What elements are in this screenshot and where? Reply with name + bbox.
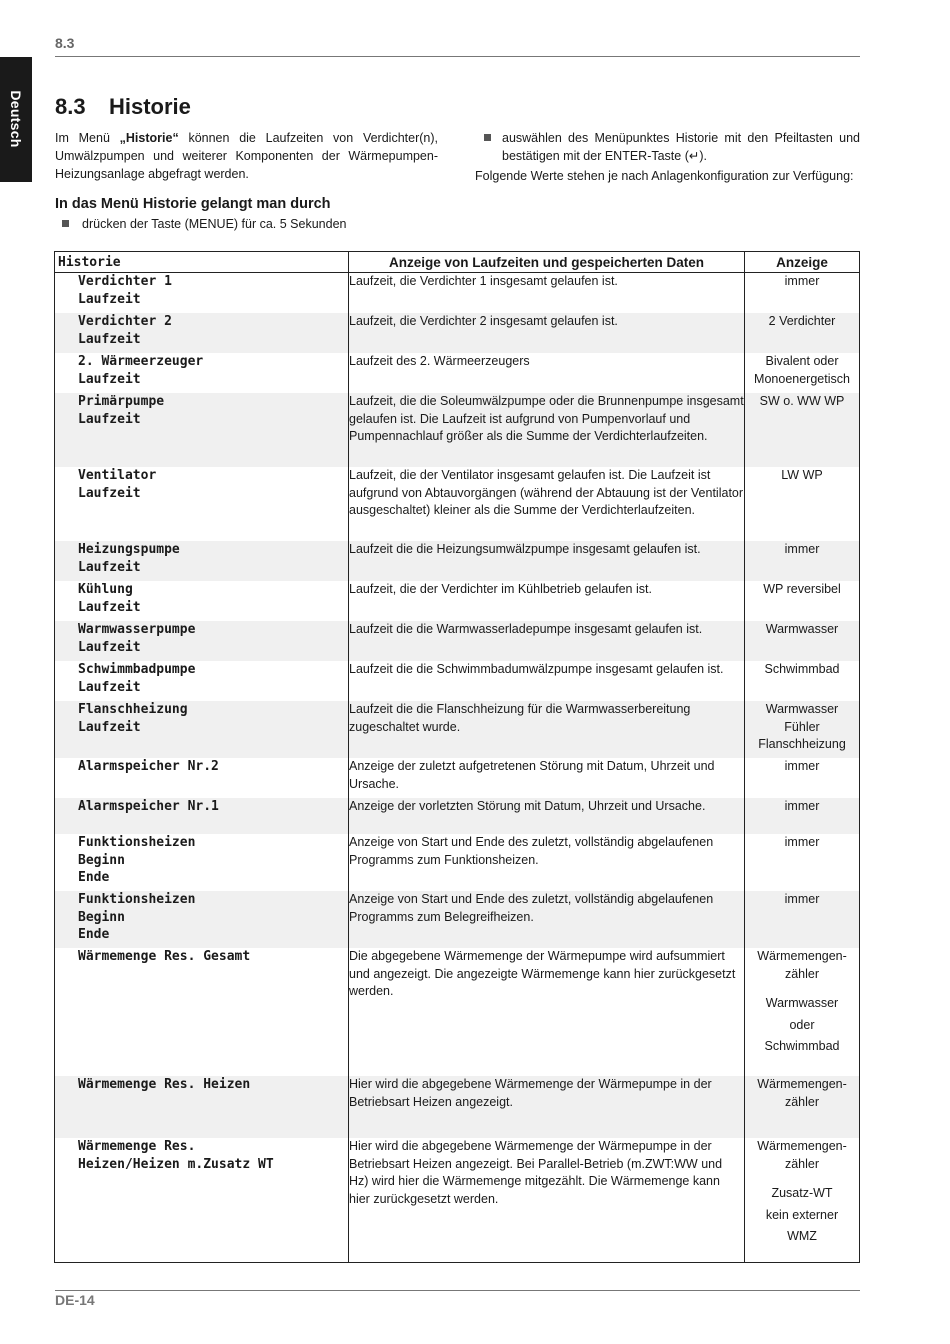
display-cell [745, 1138, 860, 1263]
display-line: immer [784, 542, 820, 556]
title-text: Historie [109, 94, 191, 119]
display-cell [745, 798, 860, 834]
description-cell: Laufzeit die die Heizungsumwälzpumpe insgesamt gelaufen ist. [349, 541, 745, 581]
header-rule [55, 56, 860, 57]
menu-entry-cell [55, 891, 349, 948]
display-cell [745, 353, 860, 393]
menu-entry-cell [55, 1076, 349, 1138]
table-row [55, 758, 860, 798]
display-line: kein externer [765, 1207, 839, 1222]
display-line: SW o. WW WP [759, 394, 845, 408]
menu-line: Laufzeit [78, 559, 141, 575]
display-line: 2 Verdichter [768, 314, 836, 328]
display-line: WP reversibel [763, 582, 841, 596]
menu-line: Ende [78, 927, 110, 943]
display-line: Warmwasser [765, 702, 839, 716]
display-cell [745, 661, 860, 701]
spacer [745, 1173, 859, 1177]
menu-line: Laufzeit [78, 485, 141, 501]
menu-entry-cell [55, 581, 349, 621]
description-cell: Laufzeit, die die Soleumwälzpumpe oder die Brunnenpumpe insgesamt gelaufen ist. Die Laufzeit ist aufgrund von Pumpenvorlauf und Pumpennachlauf größer als die Summe der Verdichterlaufzeiten. [349, 393, 745, 467]
description-cell: Anzeige von Start und Ende des zuletzt, vollständig abgelaufenen Programms zum Belegreifheizen. [349, 891, 745, 948]
menu-line: Flanschheizung [78, 702, 188, 717]
bullet-square-icon [62, 220, 69, 227]
menu-line: Heizungspumpe [78, 542, 180, 557]
table-row [55, 834, 860, 891]
menu-entry-cell [55, 393, 349, 467]
bullet-square-icon [484, 134, 491, 141]
menu-line: Funktionsheizen [78, 835, 196, 850]
display-line: oder [789, 1017, 815, 1032]
display-cell [745, 541, 860, 581]
menu-entry-cell [55, 273, 349, 314]
display-line: immer [784, 799, 820, 813]
display-line: Warmwasser [765, 996, 839, 1011]
menu-entry-cell [55, 798, 349, 834]
table-row [55, 798, 860, 834]
display-line: immer [784, 274, 820, 288]
table-row [55, 273, 860, 314]
table-row [55, 393, 860, 467]
menu-line: Heizen/Heizen m.Zusatz WT [78, 1156, 274, 1172]
subheading: In das Menü Historie gelangt man durch [55, 196, 331, 212]
history-table [54, 251, 860, 1263]
footer-rule [55, 1290, 860, 1291]
header-history: Historie [55, 252, 349, 273]
menu-line: Wärmemenge Res. Heizen [78, 1077, 251, 1092]
display-line: Wärmemengen- [757, 949, 847, 963]
display-line: Fühler [784, 719, 820, 734]
display-line: zähler [784, 1094, 820, 1109]
display-cell [745, 891, 860, 948]
description-cell: Anzeige der zuletzt aufgetretenen Störung mit Datum, Uhrzeit und Ursache. [349, 758, 745, 798]
menu-line: Laufzeit [78, 411, 141, 427]
menu-line: Wärmemenge Res. [78, 1139, 196, 1154]
config-paragraph: Folgende Werte stehen je nach Anlagenkonfiguration zur Verfügung: [475, 169, 854, 183]
display-line: Flanschheizung [758, 737, 846, 752]
menu-entry-cell [55, 353, 349, 393]
display-line: zähler [784, 1156, 820, 1171]
menu-line: Kühlung [78, 582, 133, 597]
display-line: zähler [784, 966, 820, 981]
menu-line: Ventilator [78, 468, 157, 483]
menu-entry-cell [55, 701, 349, 758]
intro-column-left [55, 129, 438, 233]
menu-line: Ende [78, 870, 110, 886]
language-tab-label: Deutsch [8, 90, 24, 148]
description-cell: Laufzeit, die Verdichter 1 insgesamt gelaufen ist. [349, 273, 745, 314]
display-line: Zusatz-WT [771, 1186, 833, 1201]
menu-line: Laufzeit [78, 291, 141, 307]
menu-entry-cell [55, 621, 349, 661]
display-line: Schwimmbad [764, 662, 840, 676]
display-cell [745, 758, 860, 798]
display-cell [745, 621, 860, 661]
menu-entry-cell [55, 661, 349, 701]
footer-page-number: DE-14 [55, 1292, 95, 1308]
display-cell [745, 393, 860, 467]
description-cell: Laufzeit, die der Verdichter im Kühlbetrieb gelaufen ist. [349, 581, 745, 621]
menu-line: Wärmemenge Res. Gesamt [78, 949, 251, 964]
display-line: WMZ [787, 1229, 817, 1244]
display-cell [745, 273, 860, 314]
menu-line: Verdichter 2 [78, 314, 172, 329]
bullet-text: auswählen des Menüpunktes Historie mit den Pfeiltasten und bestätigen mit der ENTER-Taste (↵). [502, 131, 860, 163]
description-cell: Laufzeit die die Warmwasserladepumpe insgesamt gelaufen ist. [349, 621, 745, 661]
menu-line: Primärpumpe [78, 394, 165, 409]
header-display: Anzeige [745, 252, 860, 273]
bullet-item-right [475, 129, 860, 165]
menu-entry-cell [55, 758, 349, 798]
display-cell [745, 1076, 860, 1138]
table-row [55, 948, 860, 1076]
menu-line: Alarmspeicher Nr.1 [78, 799, 219, 814]
menu-entry-cell [55, 467, 349, 541]
description-cell: Laufzeit des 2. Wärmeerzeugers [349, 353, 745, 393]
menu-line: Warmwasserpumpe [78, 622, 196, 637]
display-cell [745, 701, 860, 758]
table-row [55, 353, 860, 393]
spacer [745, 983, 859, 987]
table-row [55, 313, 860, 353]
intro-paragraph [55, 129, 438, 183]
description-cell: Laufzeit die die Schwimmbadumwälzpumpe insgesamt gelaufen ist. [349, 661, 745, 701]
table-row [55, 581, 860, 621]
title-number: 8.3 [55, 94, 86, 119]
menu-line: Laufzeit [78, 639, 141, 655]
display-line: Wärmemengen- [757, 1077, 847, 1091]
table-row [55, 661, 860, 701]
display-line: immer [784, 835, 820, 849]
header-description: Anzeige von Laufzeiten und gespeicherten Daten [349, 252, 745, 273]
display-line: Warmwasser [765, 622, 839, 636]
display-cell [745, 834, 860, 891]
menu-line: Laufzeit [78, 719, 141, 735]
display-line: immer [784, 759, 820, 773]
description-cell: Anzeige von Start und Ende des zuletzt, vollständig abgelaufenen Programms zum Funktionsheizen. [349, 834, 745, 891]
display-line: immer [784, 892, 820, 906]
menu-line: Alarmspeicher Nr.2 [78, 759, 219, 774]
menu-entry-cell [55, 541, 349, 581]
menu-entry-cell [55, 313, 349, 353]
table-row [55, 701, 860, 758]
menu-line: Beginn [78, 852, 125, 868]
menu-entry-cell [55, 948, 349, 1076]
table-row [55, 1076, 860, 1138]
menu-line: Verdichter 1 [78, 274, 172, 289]
display-line: Monoenergetisch [754, 371, 850, 386]
menu-entry-cell [55, 834, 349, 891]
menu-line: 2. Wärmeerzeuger [78, 354, 204, 369]
display-cell [745, 581, 860, 621]
menu-line: Laufzeit [78, 331, 141, 347]
description-cell: Hier wird die abgegebene Wärmemenge der Wärmepumpe in der Betriebsart Heizen angezeigt. Bei Parallel-Betrieb (m.ZWT:WW und Hz) wird hier die Wärmemenge mitgezählt. Die Wärmemenge kann hier zurückgesetzt werden. [349, 1138, 745, 1263]
intro-text-bold: „Historie“ [119, 131, 179, 145]
description-cell: Anzeige der vorletzten Störung mit Datum, Uhrzeit und Ursache. [349, 798, 745, 834]
table-row [55, 467, 860, 541]
intro-column-right [475, 129, 860, 185]
menu-line: Schwimmbadpumpe [78, 662, 196, 677]
display-line: LW WP [781, 468, 823, 482]
page-title [55, 94, 191, 120]
menu-line: Laufzeit [78, 679, 141, 695]
description-cell: Hier wird die abgegebene Wärmemenge der Wärmepumpe in der Betriebsart Heizen angezeigt. [349, 1076, 745, 1138]
table-row [55, 541, 860, 581]
menu-line: Funktionsheizen [78, 892, 196, 907]
header-section-number: 8.3 [55, 35, 75, 51]
bullet-text: drücken der Taste (MENUE) für ca. 5 Sekunden [82, 217, 347, 231]
display-cell [745, 948, 860, 1076]
menu-entry-cell [55, 1138, 349, 1263]
table-row [55, 1138, 860, 1263]
description-cell: Laufzeit die die Flanschheizung für die Warmwasserbereitung zugeschaltet wurde. [349, 701, 745, 758]
intro-text-pre: Im Menü [55, 131, 120, 145]
intro-text-post: können die Laufzeiten von Verdichter(n), Umwälzpumpen und weiterer Komponenten der Wärmepumpen-Heizungsanlage abgefragt werden. [55, 131, 438, 181]
menu-line: Laufzeit [78, 371, 141, 387]
display-line: Bivalent oder [765, 354, 839, 368]
menu-line: Beginn [78, 909, 125, 925]
display-line: Wärmemengen- [757, 1139, 847, 1153]
description-cell: Laufzeit, die Verdichter 2 insgesamt gelaufen ist. [349, 313, 745, 353]
display-line: Schwimmbad [764, 1039, 840, 1054]
language-tab [0, 57, 32, 182]
display-cell [745, 467, 860, 541]
table-row [55, 621, 860, 661]
menu-line: Laufzeit [78, 599, 141, 615]
table-header-row [55, 252, 860, 273]
display-cell [745, 313, 860, 353]
bullet-item-left [55, 215, 438, 233]
description-cell: Laufzeit, die der Ventilator insgesamt gelaufen ist. Die Laufzeit ist aufgrund von Abtauvorgängen (während der Abtauung ist der Ventilator ausgeschaltet) kleiner als die Summe der Verdichterlaufzeiten. [349, 467, 745, 541]
table-row [55, 891, 860, 948]
description-cell: Die abgegebene Wärmemenge der Wärmepumpe wird aufsummiert und angezeigt. Die angezeigte Wärmemenge kann hier zurückgesetzt werden. [349, 948, 745, 1076]
